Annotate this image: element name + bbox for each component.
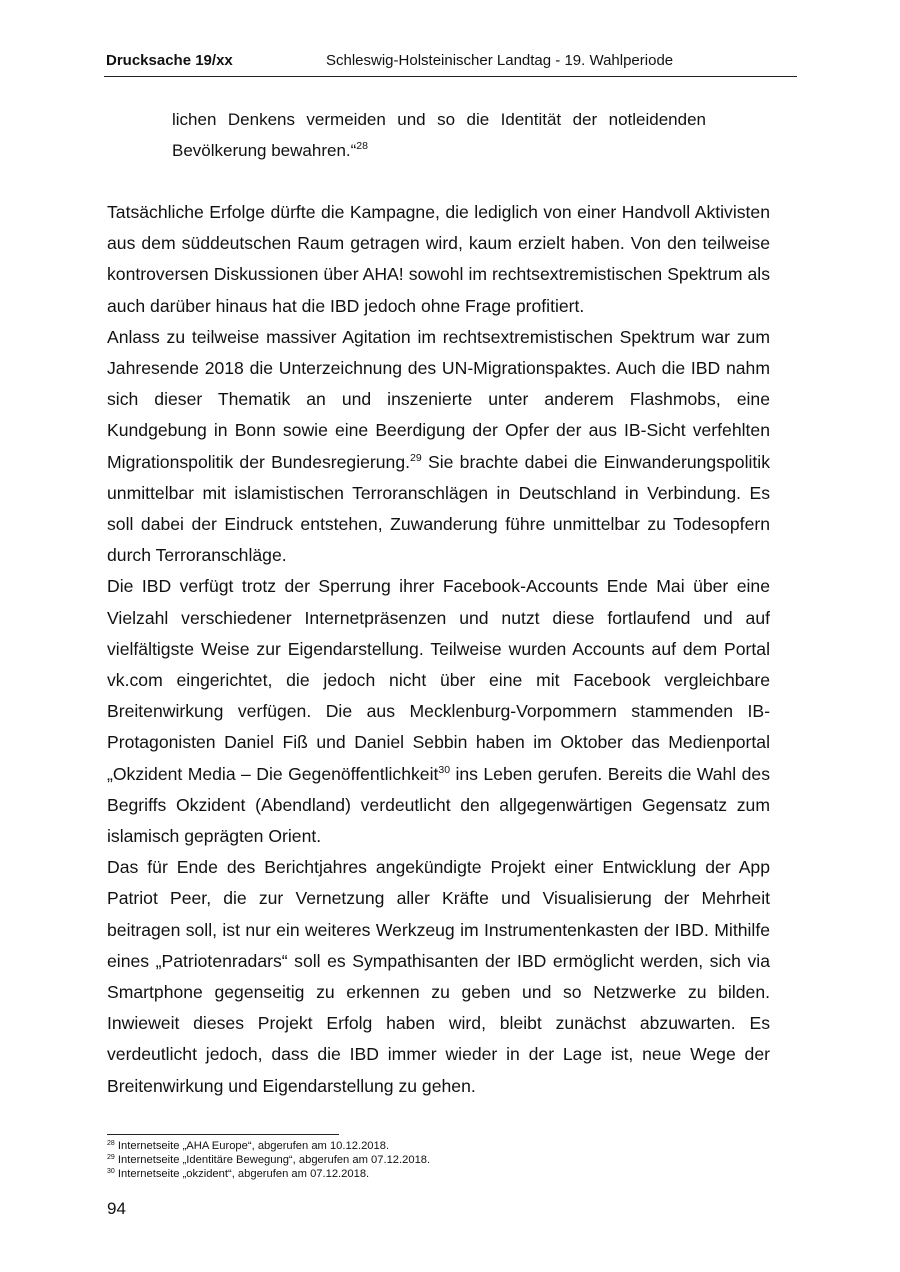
block-quote — [172, 104, 706, 166]
paragraph-3-part-a: Die IBD verfügt trotz der Sperrung ihrer Facebook-Accounts Ende Mai über eine Vielzahl verschiedener Internetpräsenzen und nutzt diese fortlaufend und auf vielfältigste Weise zur Eigendarstellung. Teilweise wurden Accounts auf dem Portal vk.com eingerichtet, die jedoch nicht über eine mit Facebook vergleichbare Breitenwirkung verfügen. Die aus Mecklenburg-Vorpommern stammenden IB-Protagonisten Daniel Fiß und Daniel Sebbin haben im Oktober das Medienportal „Okzident Media – Die Gegenöffentlichkeit — [107, 576, 770, 784]
page-number: 94 — [107, 1199, 126, 1218]
footnote-text: Internetseite „Identitäre Bewegung“, abgerufen am 07.12.2018. — [114, 1154, 431, 1166]
footnote-separator — [107, 1134, 339, 1135]
document-number: Drucksache 19/xx — [106, 52, 233, 69]
footnote-29 — [107, 1153, 707, 1167]
footnotes — [107, 1139, 707, 1181]
footnote-number: 28 — [107, 1140, 115, 1147]
footnote-number: 29 — [107, 1154, 115, 1161]
page-header — [104, 52, 797, 77]
paragraph-4: Das für Ende des Berichtjahres angekündigte Projekt einer Entwicklung der App Patriot Peer, die zur Vernetzung aller Kräfte und Visualisierung der Mehrheit beitragen soll, ist nur ein weiteres Werkzeug im Instrumentenkasten der IBD. Mithilfe eines „Patriotenradars“ soll es Sympathisanten der IBD ermöglicht werden, sich via Smartphone gegenseitig zu erkennen zu geben und so Netzwerke zu bilden. Inwieweit dieses Projekt Erfolg haben wird, bleibt zunächst abzuwarten. Es verdeutlicht jedoch, dass die IBD immer wieder in der Lage ist, neue Wege der Breitenwirkung und Eigendarstellung zu gehen. — [107, 857, 770, 1096]
footnote-number: 30 — [107, 1168, 115, 1175]
footnote-30 — [107, 1167, 707, 1181]
footnote-ref-28[interactable]: 28 — [356, 140, 368, 152]
footnote-text: Internetseite „okzident“, abgerufen am 07.12.2018. — [114, 1168, 370, 1180]
paragraph-1: Tatsächliche Erfolge dürfte die Kampagne, die lediglich von einer Handvoll Aktivisten aus dem süddeutschen Raum getragen wird, kaum erzielt haben. Von den teilweise kontroversen Diskussionen über AHA! sowohl im rechtsextremistischen Spektrum als auch darüber hinaus hat die IBD jedoch ohne Frage profitiert. — [107, 202, 770, 316]
paragraph-3 — [107, 571, 770, 852]
paragraph-3-part-b: ins Leben gerufen. Bereits die Wahl des Begriffs Okzident (Abendland) verdeutlicht den allgegenwärtigen Gegensatz zum islamisch geprägten Orient. — [107, 763, 770, 847]
quote-text: lichen Denkens vermeiden und so die Identität der notleidenden Bevölkerung bewahren.“ — [172, 110, 706, 160]
paragraph-2-part-a: Anlass zu teilweise massiver Agitation im rechtsextremistischen Spektrum war zum Jahresende 2018 die Unterzeichnung des UN-Migrationspaktes. Auch die IBD nahm sich dieser Thematik an und inszenierte unter anderem Flashmobs, eine Kundgebung in Bonn sowie eine Beerdigung der Opfer der aus IB-Sicht verfehlten Migrationspolitik der Bundesregierung. — [107, 326, 770, 472]
paragraph-2-part-b: Sie brachte dabei die Einwanderungspolitik unmittelbar mit islamistischen Terroranschlägen in Deutschland in Verbindung. Es soll dabei der Eindruck entstehen, Zuwanderung führe unmittelbar zu Todesopfern durch Terroranschläge. — [107, 451, 770, 566]
body-text — [107, 197, 770, 1102]
parliament-title: Schleswig-Holsteinischer Landtag - 19. Wahlperiode — [326, 52, 674, 69]
footnote-28 — [107, 1139, 707, 1153]
footnote-text: Internetseite „AHA Europe“, abgerufen am 10.12.2018. — [114, 1140, 390, 1152]
footnote-ref-29[interactable]: 29 — [410, 451, 422, 464]
footnote-ref-30[interactable]: 30 — [438, 763, 451, 776]
paragraph-2 — [107, 322, 770, 572]
